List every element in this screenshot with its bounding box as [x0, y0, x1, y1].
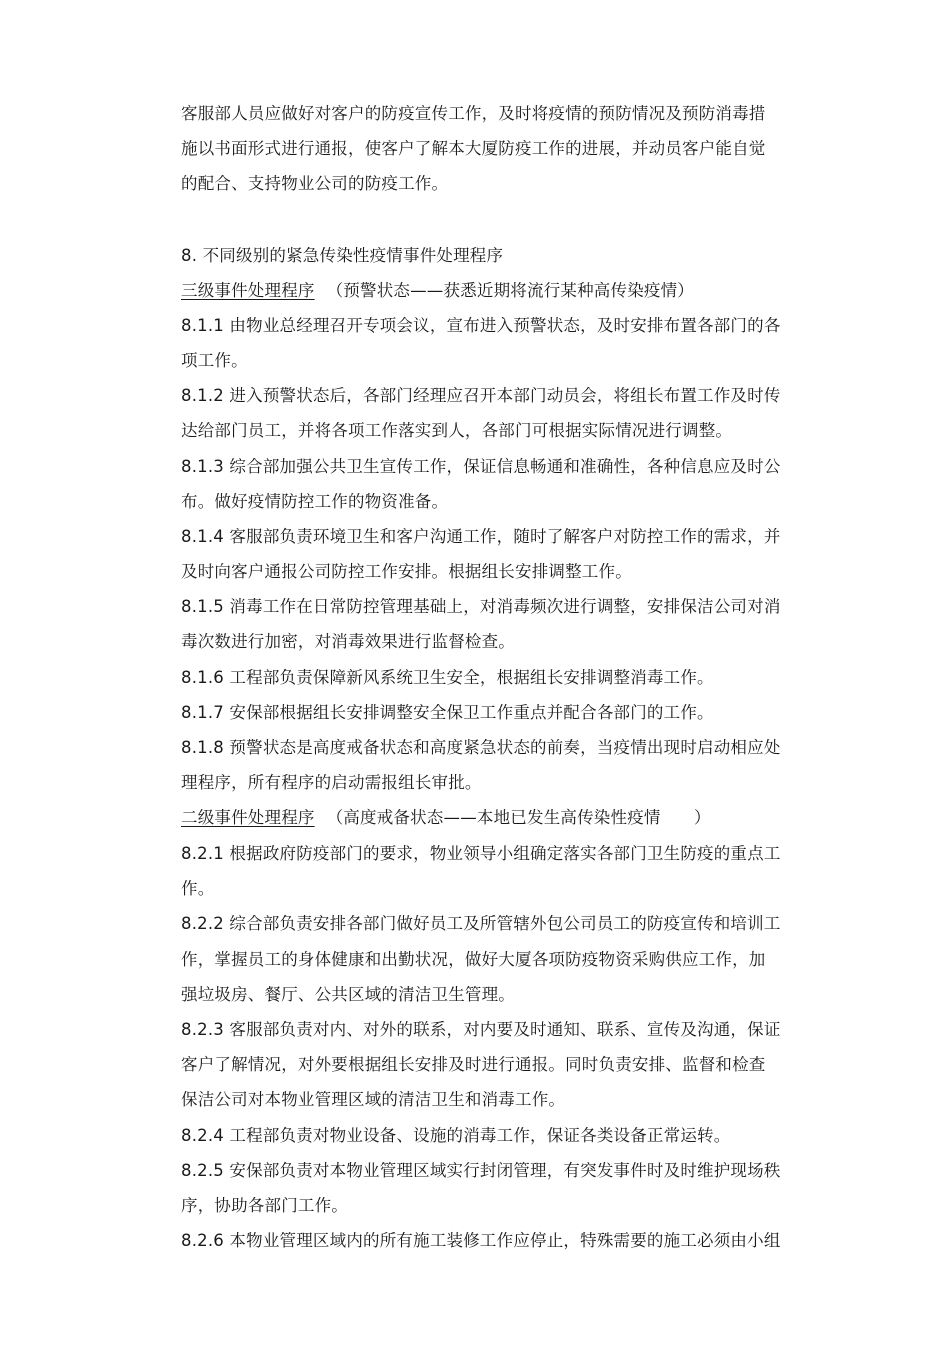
paragraph-line: 8.2.1 根据政府防疫部门的要求，物业领导小组确定落实各部门卫生防疫的重点工: [181, 844, 781, 863]
paragraph-line: 布。做好疫情防控工作的物资准备。: [181, 492, 449, 511]
level3-heading: [181, 281, 694, 301]
section-heading: 8. 不同级别的紧急传染性疫情事件处理程序: [181, 246, 504, 265]
paragraph-line: 8.2.4 工程部负责对物业设备、设施的消毒工作，保证各类设备正常运转。: [181, 1126, 731, 1145]
paragraph-line: 作，掌握员工的身体健康和出勤状况，做好大厦各项防疫物资采购供应工作，加: [181, 950, 766, 969]
paragraph-line: 项工作。: [181, 351, 248, 370]
paragraph-line: 理程序，所有程序的启动需报组长审批。: [181, 773, 482, 792]
level3-title: 三级事件处理程序: [181, 281, 315, 300]
intro-line: 客服部人员应做好对客户的防疫宣传工作，及时将疫情的预防情况及预防消毒措: [181, 104, 766, 123]
paragraph-line: 8.1.4 客服部负责环境卫生和客户沟通工作，随时了解客户对防控工作的需求，并: [181, 527, 781, 546]
paragraph-line: 8.1.3 综合部加强公共卫生宣传工作，保证信息畅通和准确性，各种信息应及时公: [181, 457, 781, 476]
paragraph-line: 8.1.8 预警状态是高度戒备状态和高度紧急状态的前奏，当疫情出现时启动相应处: [181, 738, 781, 757]
paragraph-line: 客户了解情况，对外要根据组长安排及时进行通报。同时负责安排、监督和检查: [181, 1055, 766, 1074]
level2-note: （高度戒备状态——本地已发生高传染性疫情 ）: [326, 808, 711, 827]
paragraph-line: 8.1.7 安保部根据组长安排调整安全保卫工作重点并配合各部门的工作。: [181, 703, 714, 722]
paragraph-line: 8.2.6 本物业管理区域内的所有施工装修工作应停止，特殊需要的施工必须由小组: [181, 1231, 781, 1250]
paragraph-line: 强垃圾房、餐厅、公共区域的清洁卫生管理。: [181, 985, 515, 1004]
paragraph-line: 及时向客户通报公司防控工作安排。根据组长安排调整工作。: [181, 562, 632, 581]
paragraph-line: 8.1.5 消毒工作在日常防控管理基础上，对消毒频次进行调整，安排保洁公司对消: [181, 597, 781, 616]
paragraph-line: 序，协助各部门工作。: [181, 1196, 348, 1215]
paragraph-line: 8.1.1 由物业总经理召开专项会议，宣布进入预警状态，及时安排布置各部门的各: [181, 316, 781, 335]
paragraph-line: 8.2.5 安保部负责对本物业管理区域实行封闭管理，有突发事件时及时维护现场秩: [181, 1161, 781, 1180]
level2-title: 二级事件处理程序: [181, 808, 315, 827]
paragraph-line: 达给部门员工，并将各项工作落实到人，各部门可根据实际情况进行调整。: [181, 421, 733, 440]
paragraph-line: 作。: [181, 879, 215, 898]
paragraph-line: 毒次数进行加密，对消毒效果进行监督检查。: [181, 632, 515, 651]
paragraph-line: 保洁公司对本物业管理区域的清洁卫生和消毒工作。: [181, 1090, 566, 1109]
intro-line: 施以书面形式进行通报，使客户了解本大厦防疫工作的进展，并动员客户能自觉: [181, 139, 766, 158]
paragraph-line: 8.1.6 工程部负责保障新风系统卫生安全，根据组长安排调整消毒工作。: [181, 668, 714, 687]
level3-note: （预警状态——获悉近期将流行某种高传染疫情）: [326, 281, 695, 300]
intro-line: 的配合、支持物业公司的防疫工作。: [181, 174, 449, 193]
paragraph-line: 8.2.2 综合部负责安排各部门做好员工及所管辖外包公司员工的防疫宣传和培训工: [181, 914, 781, 933]
level2-heading: [181, 808, 711, 828]
paragraph-line: 8.1.2 进入预警状态后，各部门经理应召开本部门动员会，将组长布置工作及时传: [181, 386, 781, 405]
paragraph-line: 8.2.3 客服部负责对内、对外的联系，对内要及时通知、联系、宣传及沟通，保证: [181, 1020, 781, 1039]
